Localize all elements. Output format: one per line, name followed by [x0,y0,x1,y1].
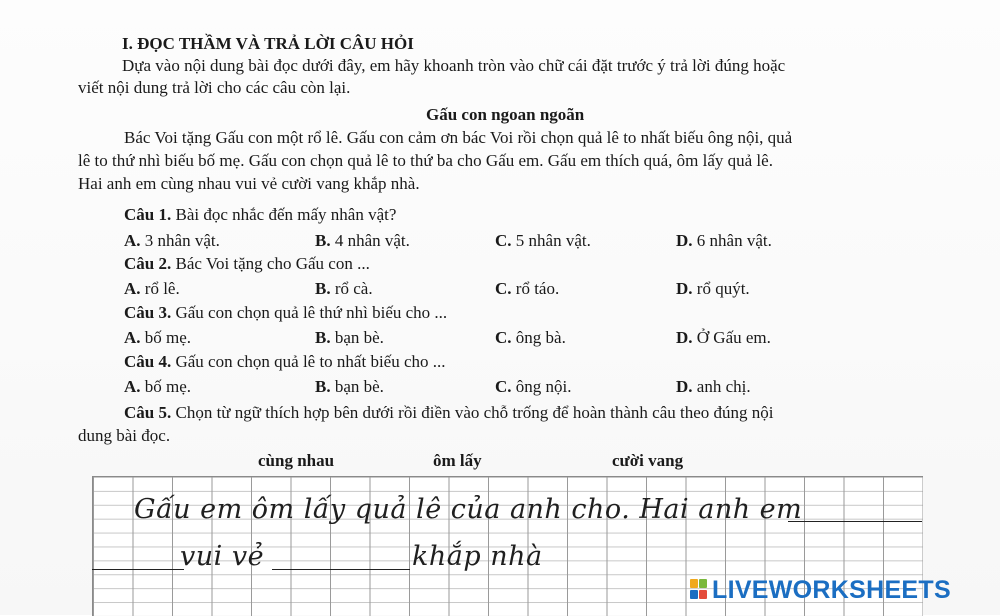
q1-option-a[interactable]: A. 3 nhân vật. [124,231,220,250]
q4-option-a[interactable]: A. bố mẹ. [124,377,192,396]
question-1-text: Bài đọc nhắc đến mấy nhân vật? [171,205,397,224]
q1-option-d[interactable]: D. 6 nhân vật. [676,231,772,250]
instructions-line-1: Dựa vào nội dung bài đọc dưới đây, em hãy khoanh tròn vào chữ cái đặt trước ý trả lời đúng hoặc [122,56,786,75]
word-bank-item[interactable]: cười vang [612,451,684,470]
q2-option-b[interactable]: B. rổ cà. [315,279,373,298]
answer-blank-2[interactable] [92,569,184,570]
answer-blank-1[interactable] [788,521,922,522]
q2-option-a[interactable]: A. rổ lê. [124,279,180,298]
question-1 [124,205,396,225]
word-bank-item[interactable]: ôm lấy [433,451,482,470]
answer-blank-3[interactable] [272,569,410,570]
handwritten-answer-line-2-part-2: khắp nhà [412,541,543,572]
handwritten-answer-line-1: Gấu em ôm lấy quả lê của anh cho. Hai anh em [134,494,803,525]
liveworksheets-logo-icon [690,579,708,601]
q1-option-c[interactable]: C. 5 nhân vật. [495,231,591,250]
story-title: Gấu con ngoan ngoãn [426,105,585,124]
question-3-text: Gấu con chọn quả lê thứ nhì biếu cho ... [171,303,448,322]
q2-option-d[interactable]: D. rổ quýt. [676,279,750,298]
story-line-2: lê to thứ nhì biếu bố mẹ. Gấu con chọn quả lê to thứ ba cho Gấu em. Gấu em thích quá, ôm lấy quả lê. [78,151,773,170]
handwritten-answer-line-2-part-1: vui vẻ [180,541,265,572]
question-2-label: Câu 2. [124,254,172,273]
q2-option-c[interactable]: C. rổ táo. [495,279,560,298]
word-bank-item[interactable]: cùng nhau [258,451,335,470]
question-4-label: Câu 4. [124,352,172,371]
q4-option-d[interactable]: D. anh chị. [676,377,751,396]
liveworksheets-brand [690,576,951,604]
question-1-label: Câu 1. [124,205,172,224]
question-2-text: Bác Voi tặng cho Gấu con ... [171,254,370,273]
question-2 [124,254,370,274]
story-line-3: Hai anh em cùng nhau vui vẻ cười vang khắp nhà. [78,174,420,193]
question-4-text: Gấu con chọn quả lê to nhất biếu cho ... [171,352,446,371]
q3-option-c[interactable]: C. ông bà. [495,328,566,347]
question-5 [124,403,774,423]
q3-option-b[interactable]: B. bạn bè. [315,328,384,347]
question-3-label: Câu 3. [124,303,172,322]
q1-option-b[interactable]: B. 4 nhân vật. [315,231,410,250]
q4-option-b[interactable]: B. bạn bè. [315,377,384,396]
q3-option-d[interactable]: D. Ở Gấu em. [676,328,771,347]
section-heading: I. ĐỌC THẦM VÀ TRẢ LỜI CÂU HỎI [122,34,414,53]
question-5-text: Chọn từ ngữ thích hợp bên dưới rồi điền vào chỗ trống để hoàn thành câu theo đúng nội [171,403,774,422]
brand-name: LIVEWORKSHEETS [712,575,951,604]
question-5-text-cont: dung bài đọc. [78,426,171,445]
story-line-1: Bác Voi tặng Gấu con một rổ lê. Gấu con cảm ơn bác Voi rồi chọn quả lê to nhất biếu ông nội, quả [124,128,793,147]
question-4 [124,352,446,372]
question-5-label: Câu 5. [124,403,172,422]
question-3 [124,303,447,323]
instructions-line-2: viết nội dung trả lời cho các câu còn lại. [78,78,351,97]
q4-option-c[interactable]: C. ông nội. [495,377,572,396]
q3-option-a[interactable]: A. bố mẹ. [124,328,192,347]
